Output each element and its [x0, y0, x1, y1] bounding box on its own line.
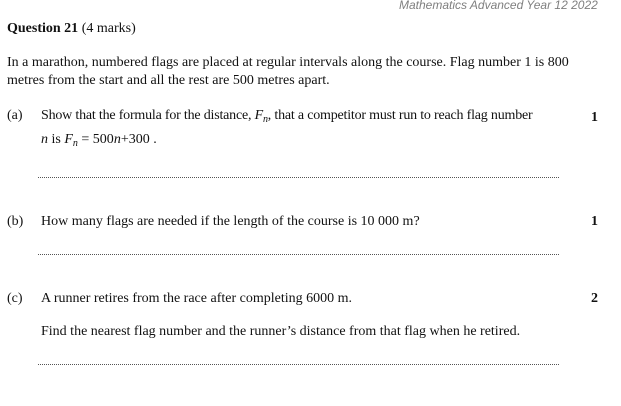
part-a-answer-line[interactable] — [38, 177, 559, 178]
part-a-is: is — [51, 132, 61, 147]
question-intro: In a marathon, numbered flags are placed at regular intervals along the course. Flag number 1 is 800 metres from the start and all the rest are 500 metres apart. — [7, 55, 569, 88]
part-a-suffix: , that a competitor must run to reach flag number — [267, 108, 533, 123]
part-b-label: (b) — [7, 214, 24, 229]
part-a-text-line1 — [41, 108, 532, 125]
page-header: Mathematics Advanced Year 12 2022 — [399, 0, 598, 12]
part-b-marks: 1 — [591, 214, 598, 229]
part-a-n-sub: n — [262, 114, 268, 125]
formula-tail: +300 . — [120, 132, 157, 147]
part-a-label: (a) — [7, 108, 23, 123]
part-a-marks: 1 — [591, 110, 598, 125]
part-a-text-line2 — [41, 132, 157, 149]
part-a-F: F — [254, 108, 263, 123]
formula-n-sub: n — [72, 138, 78, 149]
question-marks: (4 marks) — [81, 21, 136, 36]
part-c-text2: Find the nearest flag number and the runner’s distance from that flag when he retired. — [41, 324, 521, 339]
part-c-answer-line[interactable] — [38, 364, 559, 365]
formula-n: n — [113, 132, 121, 147]
formula-F: F — [64, 132, 73, 147]
part-a-prefix: Show that the formula for the distance, — [41, 108, 252, 123]
part-b-text: How many flags are needed if the length of the course is 10 000 m? — [41, 214, 420, 229]
question-title — [7, 21, 136, 37]
part-a-n: n — [41, 132, 48, 147]
formula-rhs: = 500 — [81, 132, 114, 147]
part-c-text: A runner retires from the race after completing 6000 m. — [41, 291, 352, 306]
part-c-label: (c) — [7, 291, 23, 306]
part-b-answer-line[interactable] — [38, 254, 559, 255]
part-c-marks: 2 — [591, 291, 598, 306]
question-number: Question 21 — [7, 21, 79, 36]
